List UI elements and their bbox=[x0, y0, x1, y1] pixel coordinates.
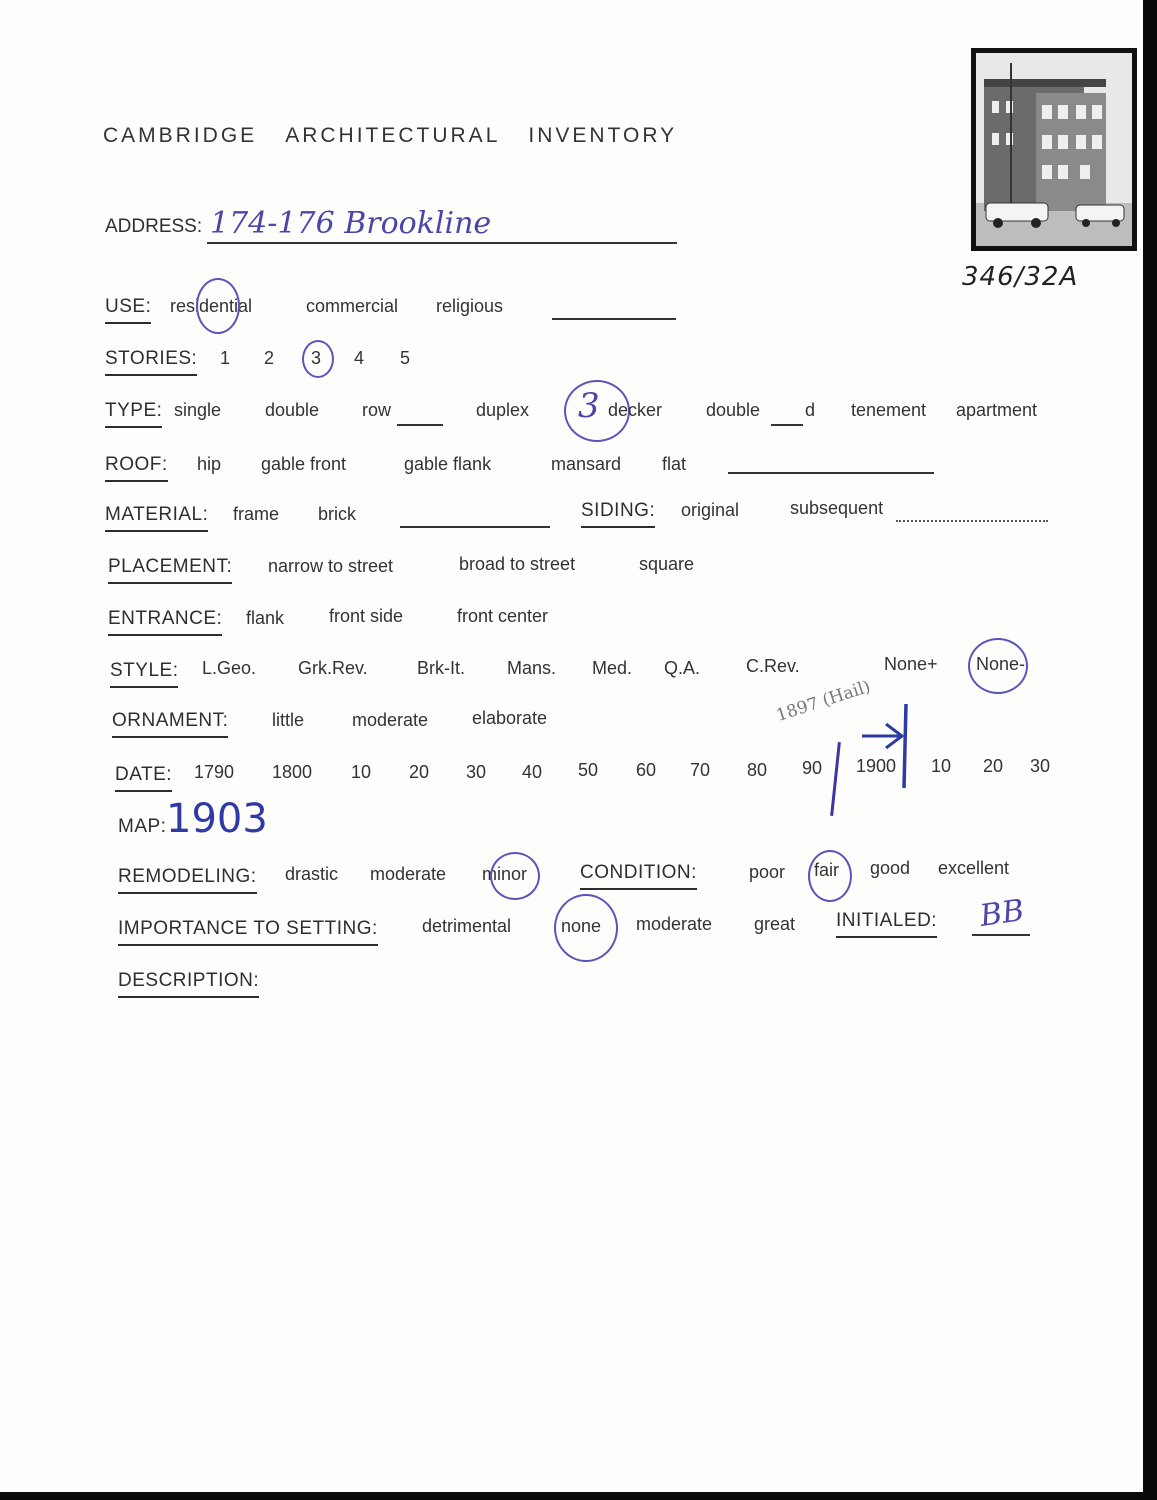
style-option-grkrev[interactable]: Grk.Rev. bbox=[298, 658, 368, 678]
style-selected-circle bbox=[968, 638, 1028, 694]
type-option-decker[interactable]: decker bbox=[608, 400, 663, 420]
initialed-value[interactable]: BB bbox=[977, 893, 1027, 934]
importance-label: IMPORTANCE TO SETTING: bbox=[118, 918, 378, 946]
date-option-90[interactable]: 90 bbox=[802, 758, 823, 778]
type-option-double[interactable]: double bbox=[265, 400, 320, 420]
placement-option-narrow[interactable]: narrow to street bbox=[268, 556, 394, 576]
address-row bbox=[105, 216, 202, 238]
condition-option-poor[interactable]: poor bbox=[749, 862, 786, 882]
address-value[interactable]: 174-176 Brookline bbox=[210, 206, 492, 241]
type-option-row[interactable]: row bbox=[362, 400, 392, 420]
roof-other-line bbox=[728, 472, 934, 474]
scan-edge-right bbox=[1143, 0, 1157, 1500]
condition-option-excellent[interactable]: excellent bbox=[938, 858, 1010, 878]
material-option-frame[interactable]: frame bbox=[233, 504, 280, 524]
date-arrow-icon bbox=[860, 700, 920, 790]
scan-edge-bottom bbox=[0, 1492, 1157, 1500]
condition-selected-circle bbox=[808, 850, 852, 902]
style-option-lgeo[interactable]: L.Geo. bbox=[202, 658, 257, 678]
stories-option-4[interactable]: 4 bbox=[354, 348, 365, 368]
importance-option-detrimental[interactable]: detrimental bbox=[422, 916, 512, 936]
building-photo bbox=[971, 48, 1137, 251]
title-word-3: INVENTORY bbox=[528, 124, 678, 147]
date-option-50[interactable]: 50 bbox=[578, 760, 599, 780]
date-option-1790[interactable]: 1790 bbox=[194, 762, 235, 782]
date-option-70[interactable]: 70 bbox=[690, 760, 711, 780]
roof-option-gable-front[interactable]: gable front bbox=[261, 454, 347, 474]
type-option-single[interactable]: single bbox=[174, 400, 222, 420]
importance-option-none[interactable]: none bbox=[561, 916, 602, 936]
condition-option-good[interactable]: good bbox=[870, 858, 911, 878]
importance-selected-circle bbox=[554, 894, 618, 962]
style-option-brkit[interactable]: Brk-It. bbox=[417, 658, 465, 678]
date-option-30b[interactable]: 30 bbox=[1030, 756, 1051, 776]
entrance-option-front-center[interactable]: front center bbox=[457, 606, 549, 626]
building-photo-image bbox=[976, 53, 1132, 246]
style-option-none-minus[interactable]: None- bbox=[976, 654, 1026, 674]
stories-selected-circle bbox=[302, 340, 334, 378]
type-double-line bbox=[771, 424, 803, 426]
condition-label: CONDITION: bbox=[580, 862, 697, 890]
date-option-10b[interactable]: 10 bbox=[931, 756, 952, 776]
title-word-1: CAMBRIDGE bbox=[103, 124, 258, 147]
style-option-mans[interactable]: Mans. bbox=[507, 658, 557, 678]
roof-label: ROOF: bbox=[105, 454, 168, 482]
entrance-option-flank[interactable]: flank bbox=[246, 608, 285, 628]
description-label: DESCRIPTION: bbox=[118, 970, 259, 998]
entrance-label: ENTRANCE: bbox=[108, 608, 222, 636]
address-line bbox=[207, 242, 677, 244]
ornament-option-little[interactable]: little bbox=[272, 710, 305, 730]
stories-option-2[interactable]: 2 bbox=[264, 348, 275, 368]
form-title bbox=[103, 124, 705, 148]
material-other-line bbox=[400, 526, 550, 528]
date-marker-line bbox=[830, 742, 841, 816]
date-option-1900[interactable]: 1900 bbox=[856, 756, 897, 776]
date-option-40[interactable]: 40 bbox=[522, 762, 543, 782]
map-value[interactable]: 1903 bbox=[166, 796, 268, 842]
photo-catalog-number: 346/32A bbox=[962, 262, 1079, 292]
date-option-80[interactable]: 80 bbox=[747, 760, 768, 780]
type-option-duplex[interactable]: duplex bbox=[476, 400, 530, 420]
siding-other-line bbox=[896, 520, 1048, 522]
style-option-qa[interactable]: Q.A. bbox=[664, 658, 701, 678]
importance-option-moderate[interactable]: moderate bbox=[636, 914, 713, 934]
type-label: TYPE: bbox=[105, 400, 162, 428]
roof-option-flat[interactable]: flat bbox=[662, 454, 687, 474]
use-option-commercial[interactable]: commercial bbox=[306, 296, 399, 316]
ornament-option-moderate[interactable]: moderate bbox=[352, 710, 429, 730]
initialed-label: INITIALED: bbox=[836, 910, 937, 938]
map-label: MAP: bbox=[118, 816, 167, 837]
roof-option-hip[interactable]: hip bbox=[197, 454, 222, 474]
stories-option-3[interactable]: 3 bbox=[311, 348, 322, 368]
placement-label: PLACEMENT: bbox=[108, 556, 232, 584]
material-option-brick[interactable]: brick bbox=[318, 504, 357, 524]
date-option-20b[interactable]: 20 bbox=[983, 756, 1004, 776]
remodeling-option-drastic[interactable]: drastic bbox=[285, 864, 339, 884]
title-word-2: ARCHITECTURAL bbox=[285, 124, 501, 147]
style-label: STYLE: bbox=[110, 660, 178, 688]
date-option-20[interactable]: 20 bbox=[409, 762, 430, 782]
date-annotation: 1897 (Hail) bbox=[773, 676, 873, 726]
importance-option-great[interactable]: great bbox=[754, 914, 796, 934]
condition-option-fair[interactable]: fair bbox=[814, 860, 840, 880]
remodeling-label: REMODELING: bbox=[118, 866, 257, 894]
stories-label: STORIES: bbox=[105, 348, 197, 376]
type-decker-number[interactable]: 3 bbox=[578, 386, 600, 426]
initialed-line bbox=[972, 934, 1030, 936]
style-option-crev[interactable]: C.Rev. bbox=[746, 656, 800, 676]
style-option-none-plus[interactable]: None+ bbox=[884, 654, 938, 674]
type-row-line bbox=[397, 424, 443, 426]
placement-option-broad[interactable]: broad to street bbox=[459, 554, 576, 574]
stories-option-5[interactable]: 5 bbox=[400, 348, 411, 368]
ornament-label: ORNAMENT: bbox=[112, 710, 228, 738]
use-label: USE: bbox=[105, 296, 151, 324]
use-option-religious[interactable]: religious bbox=[436, 296, 504, 316]
style-option-med[interactable]: Med. bbox=[592, 658, 633, 678]
siding-option-original[interactable]: original bbox=[681, 500, 740, 520]
type-option-tenement[interactable]: tenement bbox=[851, 400, 927, 420]
date-label: DATE: bbox=[115, 764, 172, 792]
ornament-option-elaborate[interactable]: elaborate bbox=[472, 708, 548, 728]
siding-label: SIDING: bbox=[581, 500, 655, 528]
remodeling-selected-circle bbox=[490, 852, 540, 900]
date-option-30[interactable]: 30 bbox=[466, 762, 487, 782]
type-option-d[interactable]: d bbox=[805, 400, 816, 420]
placement-option-square[interactable]: square bbox=[639, 554, 695, 574]
use-option-residential[interactable]: residential bbox=[170, 296, 253, 316]
date-option-10[interactable]: 10 bbox=[351, 762, 372, 782]
roof-option-gable-flank[interactable]: gable flank bbox=[404, 454, 492, 474]
date-option-1800[interactable]: 1800 bbox=[272, 762, 313, 782]
date-option-60[interactable]: 60 bbox=[636, 760, 657, 780]
use-other-line bbox=[552, 318, 676, 320]
entrance-option-front-side[interactable]: front side bbox=[329, 606, 404, 626]
siding-option-subsequent[interactable]: subsequent bbox=[790, 498, 884, 518]
remodeling-option-minor[interactable]: minor bbox=[482, 864, 528, 884]
type-option-double-d[interactable]: double bbox=[706, 400, 761, 420]
use-selected-circle bbox=[196, 278, 240, 334]
stories-option-1[interactable]: 1 bbox=[220, 348, 231, 368]
type-option-apartment[interactable]: apartment bbox=[956, 400, 1038, 420]
remodeling-option-moderate[interactable]: moderate bbox=[370, 864, 447, 884]
address-label: ADDRESS: bbox=[105, 216, 203, 237]
material-label: MATERIAL: bbox=[105, 504, 208, 532]
roof-option-mansard[interactable]: mansard bbox=[551, 454, 622, 474]
